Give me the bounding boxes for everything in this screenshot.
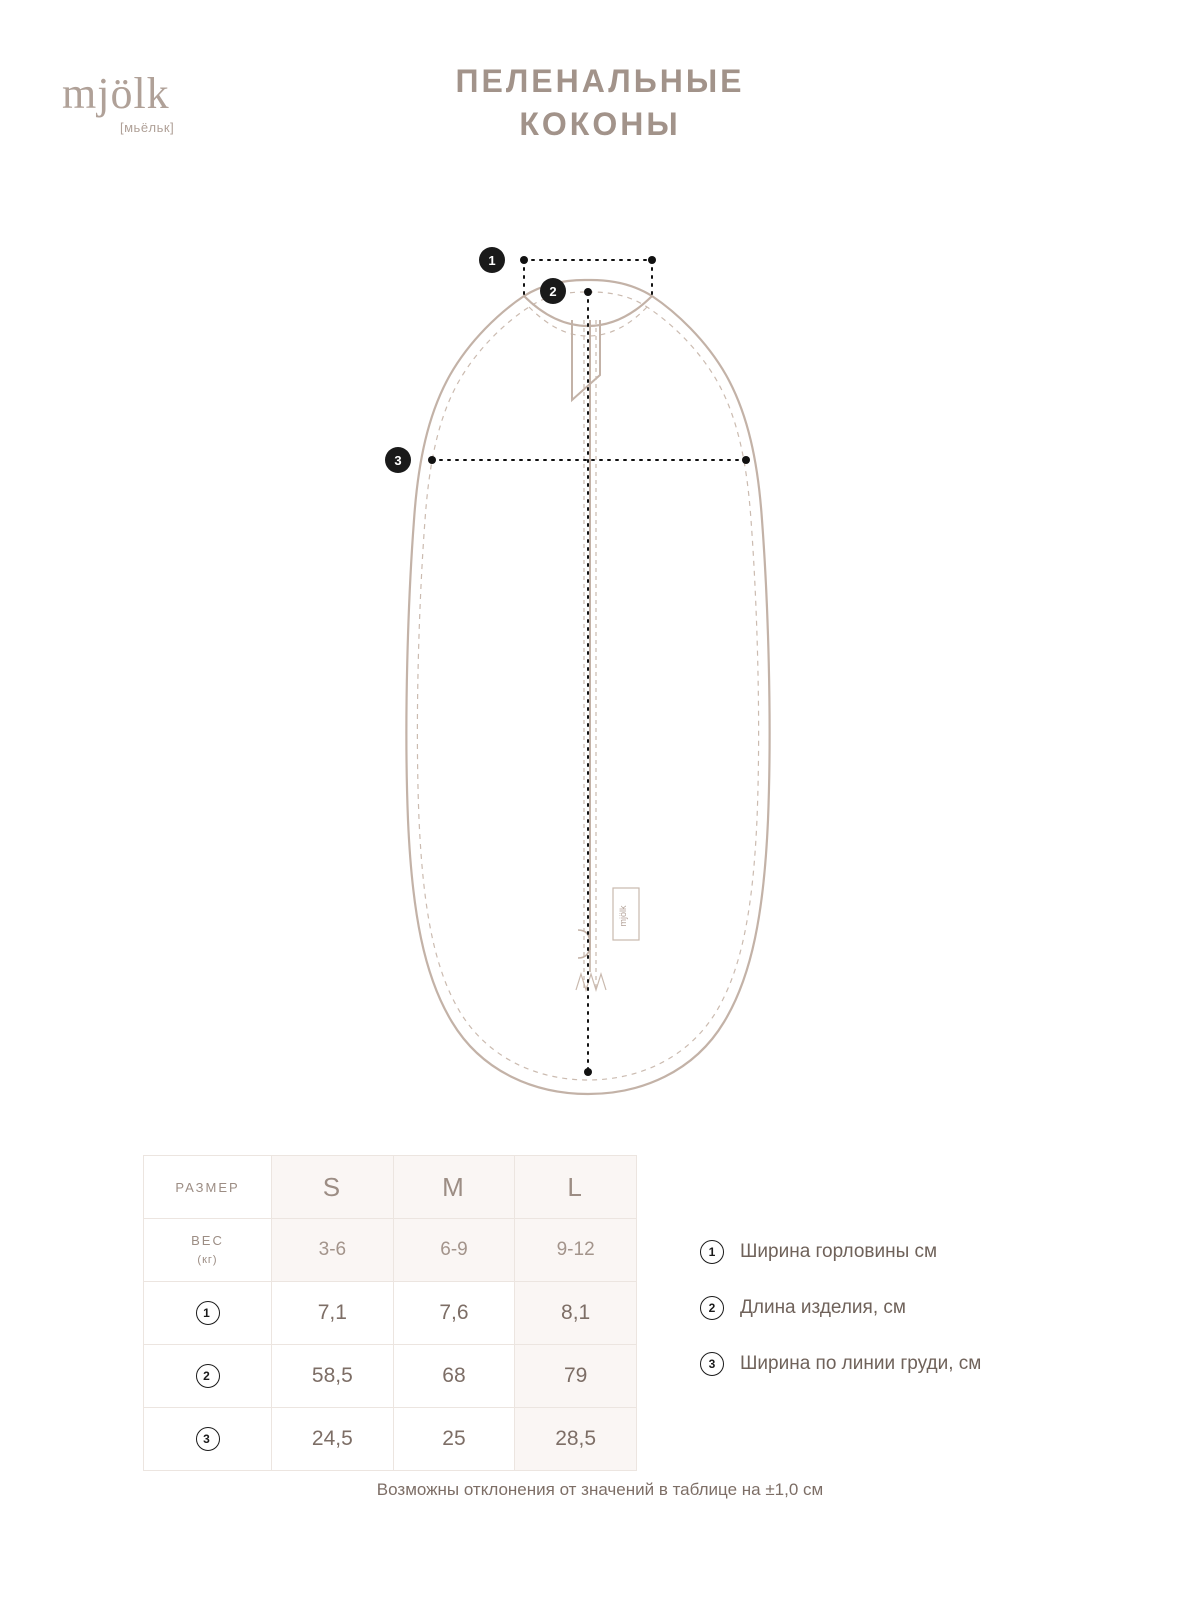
legend xyxy=(700,1240,1140,1408)
measure-3-value-l: 28,5 xyxy=(515,1408,637,1471)
swaddle-svg xyxy=(0,200,1200,1120)
row-badge-1: 1 xyxy=(196,1301,220,1325)
diagram-marker-3: 3 xyxy=(385,447,411,473)
weight-value-s: 3-6 xyxy=(272,1219,394,1282)
page-title-line-2: КОКОНЫ xyxy=(519,106,681,143)
weight-label-line-1: ВЕС xyxy=(191,1233,224,1249)
brand-logo-subtitle: [мьёльк] xyxy=(120,120,175,135)
weight-value-m: 6-9 xyxy=(393,1219,515,1282)
swaddle-diagram xyxy=(0,200,1200,1120)
measure-3-value-s: 24,5 xyxy=(272,1408,394,1471)
brand-logo xyxy=(62,69,242,135)
table-header-row xyxy=(144,1156,637,1219)
row-badge-2: 2 xyxy=(196,1364,220,1388)
table-row-measure-1 xyxy=(144,1282,637,1345)
measure-2-value-s: 58,5 xyxy=(272,1345,394,1408)
table-row-measure-2 xyxy=(144,1345,637,1408)
table-row-weight-label xyxy=(144,1219,272,1282)
row-badge-3: 3 xyxy=(196,1427,220,1451)
measure-1-value-s: 7,1 xyxy=(272,1282,394,1345)
table-header-label: РАЗМЕР xyxy=(144,1156,272,1219)
measure-1-value-l: 8,1 xyxy=(515,1282,637,1345)
legend-item-3 xyxy=(700,1352,1140,1376)
table-header-size-l: L xyxy=(515,1156,637,1219)
brand-logo-word: mjölk xyxy=(62,69,170,118)
footnote: Возможны отклонения от значений в таблице на ±1,0 см xyxy=(376,1480,824,1499)
measure-2-value-m: 68 xyxy=(393,1345,515,1408)
legend-item-2 xyxy=(700,1296,1140,1320)
table-row-marker-1 xyxy=(144,1282,272,1345)
diagram-marker-2: 2 xyxy=(540,278,566,304)
page-title xyxy=(300,60,900,146)
table-header-size-m: M xyxy=(393,1156,515,1219)
table-row-marker-2 xyxy=(144,1345,272,1408)
legend-badge-3: 3 xyxy=(700,1352,724,1376)
measure-1-value-m: 7,6 xyxy=(393,1282,515,1345)
table-row-measure-3 xyxy=(144,1408,637,1471)
legend-item-1 xyxy=(700,1240,1140,1264)
table-row-marker-3 xyxy=(144,1408,272,1471)
legend-text-1: Ширина горловины см xyxy=(740,1241,938,1262)
weight-label-line-2: (кг) xyxy=(197,1253,218,1266)
diagram-marker-1: 1 xyxy=(479,247,505,273)
table-row-weight xyxy=(144,1219,637,1282)
measure-2-value-l: 79 xyxy=(515,1345,637,1408)
measure-3-value-m: 25 xyxy=(393,1408,515,1471)
table-header-size-s: S xyxy=(272,1156,394,1219)
legend-badge-1: 1 xyxy=(700,1240,724,1264)
legend-badge-2: 2 xyxy=(700,1296,724,1320)
size-table xyxy=(143,1155,637,1471)
legend-text-3: Ширина по линии груди, см xyxy=(740,1353,982,1374)
zipper-label: mjölk xyxy=(618,905,628,927)
legend-text-2: Длина изделия, см xyxy=(740,1297,906,1318)
weight-value-l: 9-12 xyxy=(515,1219,637,1282)
page-title-line-1: ПЕЛЕНАЛЬНЫЕ xyxy=(455,63,745,99)
zipper-pull xyxy=(576,888,639,990)
